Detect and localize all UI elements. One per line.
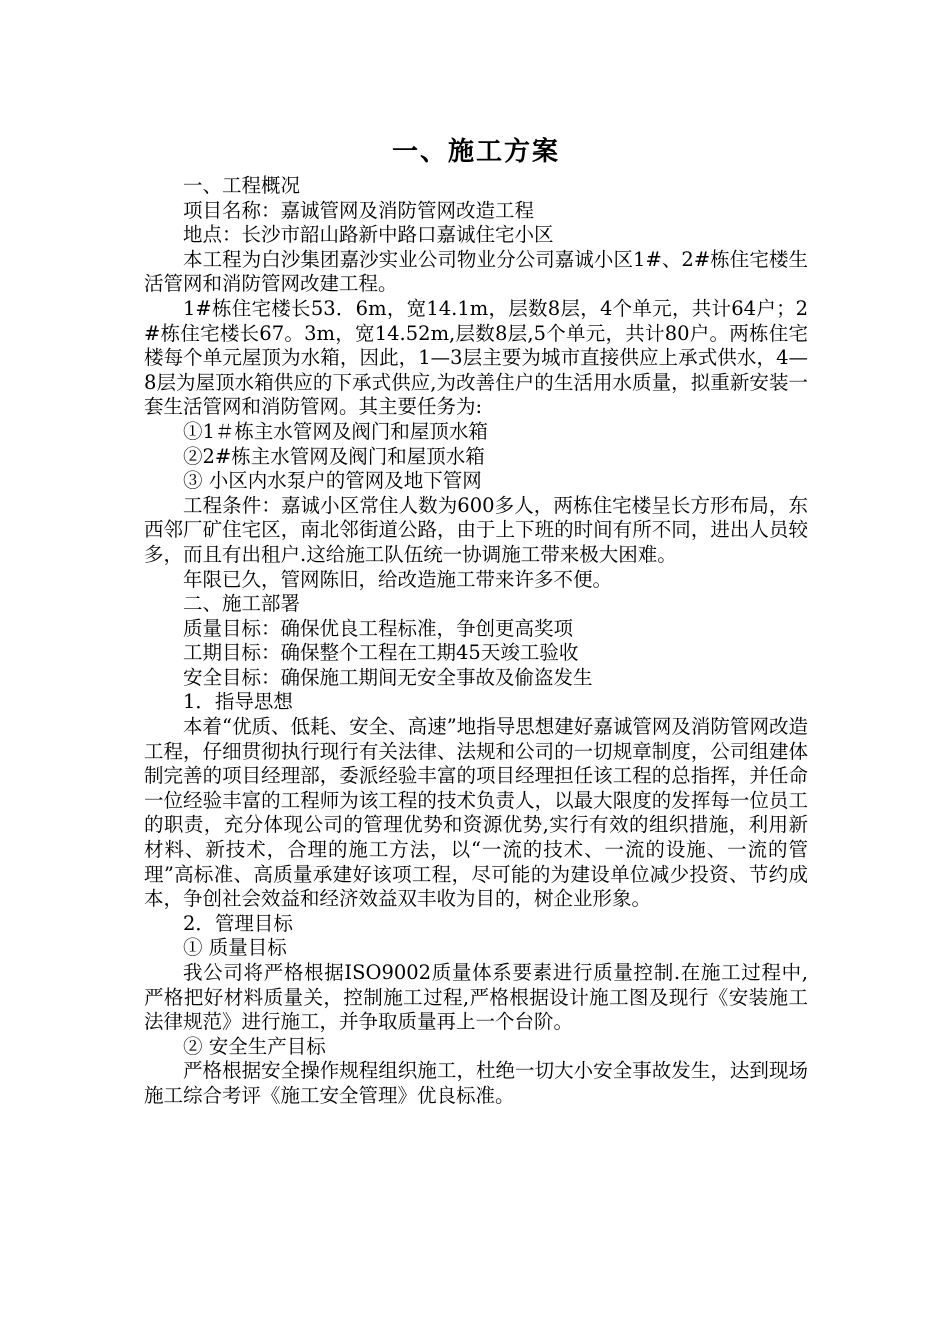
- guiding-idea-text: 本着“优质、低耗、安全、高速”地指导思想建好嘉诚管网及消防管网改造工程，仔细贯彻执行现行有关法律、法规和公司的一切规章制度，公司组建体制完善的项目经理部，委派经验丰富的项目经理担任该工程的总指挥，并任命一位经验丰富的工程师为该工程的技术负责人，以最大限度的发挥每一位员工的职责，充分体现公司的管理优势和资源优势,实行有效的组织措施，利用新材料、新技术，合理的施工方法，以“一流的技术、一流的设施、一流的管理”高标准、高质量承建好该项工程，尽可能的为建设单位减少投资、节约成本，争创社会效益和经济效益双丰收为目的，树企业形象。: [144, 715, 808, 911]
- safety-goal-text: 严格根据安全操作规程组织施工，杜绝一切大小安全事故发生，达到现场施工综合考评《施工安全管理》优良标准。: [144, 1059, 808, 1107]
- document-title: 一、施工方案: [391, 137, 560, 167]
- quality-goal-text: 我公司将严格根据ISO9002质量体系要素进行质量控制.在施工过程中,严格把好材料质量关，控制施工过程,严格根据设计施工图及现行《安装施工法律规范》进行施工，并争取质量再上一个台阶。: [144, 961, 808, 1034]
- subheading-management-goals: 2．管理目标: [183, 911, 293, 935]
- safety-target: 安全目标：确保施工期间无安全事故及偷盗发生: [183, 665, 593, 689]
- subheading-guiding-idea: 1．指导思想: [183, 690, 293, 714]
- task-item-3: ③ 小区内水泵户的管网及地下管网: [183, 469, 482, 493]
- quality-target: 质量目标：确保优良工程标准，争创更高奖项: [183, 616, 574, 640]
- task-item-2: ②2#栋主水管网及阀门和屋顶水箱: [183, 444, 485, 468]
- subheading-safety-goal: ② 安全生产目标: [183, 1034, 326, 1058]
- section-heading-overview: 一、工程概况: [183, 174, 301, 197]
- task-item-1: ①1＃栋主水管网及阀门和屋顶水箱: [183, 419, 488, 443]
- building-description: 1#栋住宅楼长53．6m，宽14.1m，层数8层，4个单元，共计64户；2#栋住宅楼长67。3m，宽14.52m,层数8层,5个单元，共计80户。两栋住宅楼每个单元屋顶为水箱，因此，1—3层主要为城市直接供应上承式供水，4—8层为屋顶水箱供应的下承式供应,为改善住户的生活用水质量，拟重新安装一套生活管网和消防管网。其主要任务为:: [144, 296, 808, 419]
- pipe-age-note: 年限已久，管网陈旧，给改造施工带来许多不便。: [183, 567, 613, 591]
- subheading-quality-goal: ① 质量目标: [183, 936, 287, 960]
- document-page: [144, 130, 808, 1109]
- site-conditions: 工程条件：嘉诚小区常住人数为600多人，两栋住宅楼呈长方形布局，东西邻厂矿住宅区，南北邻街道公路，由于上下班的时间有所不同，进出人员较多，而且有出租户.这给施工队伍统一协调施工带来极大困难。: [144, 493, 808, 566]
- project-name: 项目名称：嘉诚管网及消防管网改造工程: [183, 198, 535, 222]
- project-location: 地点：长沙市韶山路新中路口嘉诚住宅小区: [183, 223, 554, 247]
- project-intro: 本工程为白沙集团嘉沙实业公司物业分公司嘉诚小区1#、2#栋住宅楼生活管网和消防管网改建工程。: [144, 247, 808, 296]
- section-heading-deployment: 二、施工部署: [183, 592, 301, 616]
- schedule-target: 工期目标：确保整个工程在工期45天竣工验收: [183, 641, 579, 665]
